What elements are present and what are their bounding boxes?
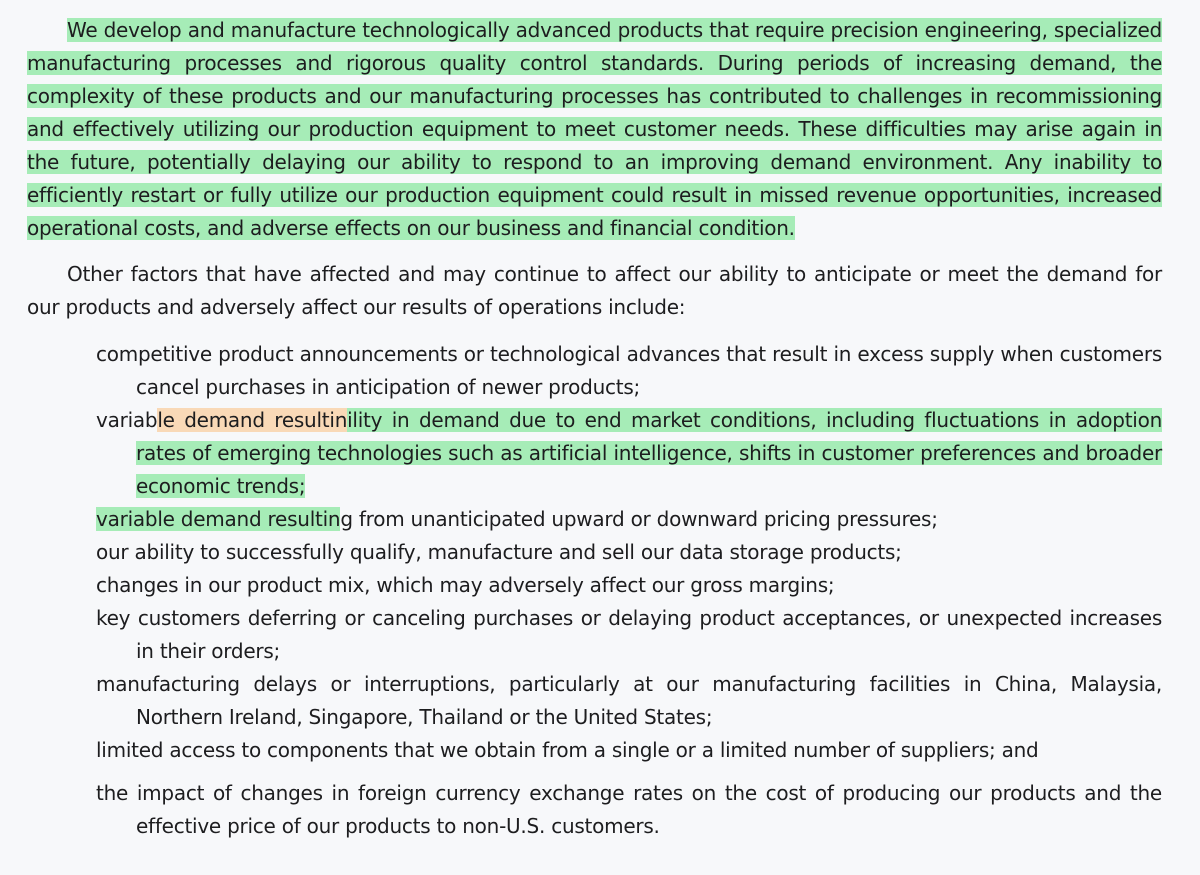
paragraph-other-factors (27, 258, 1162, 324)
green-highlight: variable demand resultin (96, 507, 341, 531)
list-item-text: g from unanticipated upward or downward pricing pressures; (340, 507, 938, 531)
highlighted-paragraph-text: We develop and manufacture technologically advanced products that require precision engineering, specialized manufacturing processes and rigorous quality control standards. During periods of increasing demand, the complexity of these products and our manufacturing processes has contributed to challenges in recommissioning and effectively utilizing our production equipment to meet customer needs. These difficulties may arise again in the future, potentially delaying our ability to respond to an improving demand environment. Any inability to efficiently restart or fully utilize our production equipment could result in missed revenue opportunities, increased operational costs, and adverse effects on our business and financial condition. (27, 18, 1162, 240)
list-item-text: the impact of changes in foreign currency exchange rates on the cost of producing our products and the effective price of our products to non-U.S. customers. (96, 781, 1162, 838)
green-highlight: ility in demand due to end market conditions, including fluctuations in adoption rates of emerging technologies such as artificial intelligence, shifts in customer preferences and broader economic trends; (136, 408, 1163, 498)
list-item-text: manufacturing delays or interruptions, particularly at our manufacturing facilities in China, Malaysia, Northern Ireland, Singapore, Thailand or the United States; (96, 672, 1162, 729)
list-item (96, 602, 1162, 668)
factors-list (96, 338, 1162, 843)
list-item (96, 404, 1162, 503)
list-item (96, 503, 1162, 536)
list-item (96, 734, 1162, 767)
list-item (96, 777, 1162, 843)
list-item (96, 338, 1162, 404)
paragraph-production-risk (27, 14, 1162, 245)
list-item-text: limited access to components that we obtain from a single or a limited number of suppliers; and (96, 738, 1039, 762)
list-item-text: our ability to successfully qualify, manufacture and sell our data storage products; (96, 540, 902, 564)
paragraph-text: Other factors that have affected and may continue to affect our ability to anticipate or meet the demand for our products and adversely affect our results of operations include: (27, 262, 1162, 319)
list-item (96, 668, 1162, 734)
list-item (96, 536, 1162, 569)
list-item-text: key customers deferring or canceling purchases or delaying product acceptances, or unexpected increases in their orders; (96, 606, 1162, 663)
list-item-text: changes in our product mix, which may adversely affect our gross margins; (96, 573, 835, 597)
orange-highlight: le demand resultin (157, 408, 348, 432)
list-item-text: variab (96, 408, 158, 432)
list-item (96, 569, 1162, 602)
list-item-text: competitive product announcements or technological advances that result in excess supply when customers cancel purchases in anticipation of newer products; (96, 342, 1162, 399)
